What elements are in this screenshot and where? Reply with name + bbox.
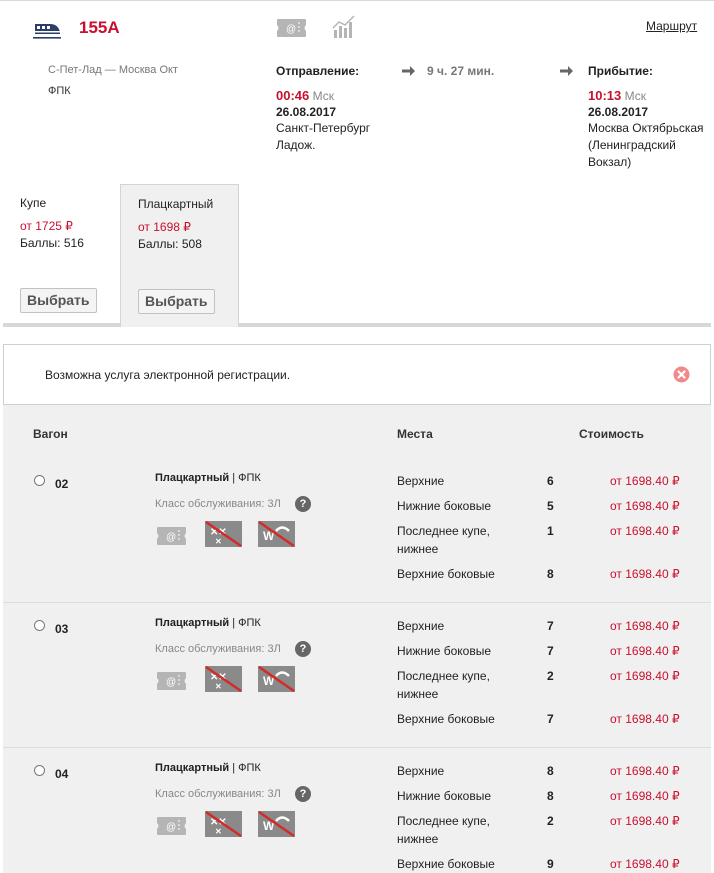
svg-text:W: W <box>263 819 275 833</box>
no-air-conditioning-icon <box>205 666 242 692</box>
arrival-date: 26.08.2017 <box>588 105 649 119</box>
car-radio[interactable] <box>34 765 45 776</box>
service-class: Класс обслуживания: 3Л <box>155 498 281 510</box>
seat-type: Последнее купе, нижнее <box>397 814 490 846</box>
notice-text: Возможна услуга электронной регистрации. <box>45 368 291 382</box>
departure-time: 00:46 <box>276 88 310 103</box>
seat-price: от 1698.40 ₽ <box>610 857 680 871</box>
route-link[interactable]: Маршрут <box>646 19 698 33</box>
column-seats: Места <box>397 427 433 441</box>
car-type-name: Плацкартный <box>155 617 230 629</box>
top-divider <box>0 0 714 1</box>
stats-chart-icon <box>331 14 357 40</box>
seat-count: 6 <box>547 474 554 488</box>
seat-count: 8 <box>547 764 554 778</box>
seat-type: Нижние боковые <box>397 789 492 803</box>
e-registration-icon <box>155 816 188 836</box>
tab-name: Плацкартный <box>138 197 214 211</box>
seat-type: Верхние <box>397 474 445 488</box>
car-type: Плацкартный | ФПК <box>155 617 261 629</box>
car-type: Плацкартный | ФПК <box>155 762 261 774</box>
departure-date: 26.08.2017 <box>276 105 337 119</box>
svg-text:@: @ <box>166 677 177 688</box>
car-radio[interactable] <box>34 475 45 486</box>
departure-timezone: Мск <box>312 89 334 103</box>
no-bio-toilet-icon <box>258 521 295 547</box>
seat-price: от 1698.40 ₽ <box>610 712 680 726</box>
arrival-timezone: Мск <box>624 89 646 103</box>
e-registration-icon <box>275 17 308 39</box>
seat-count: 5 <box>547 499 554 513</box>
seat-type: Верхние боковые <box>397 857 495 871</box>
car-details-panel <box>3 344 711 873</box>
help-icon[interactable]: ? <box>295 496 311 512</box>
car-number: 02 <box>55 477 69 491</box>
car-row <box>3 603 711 748</box>
departure-block <box>276 64 396 154</box>
close-icon[interactable] <box>673 366 690 383</box>
seat-count: 7 <box>547 619 554 633</box>
service-class: Класс обслуживания: 3Л <box>155 643 281 655</box>
car-carrier: ФПК <box>238 617 261 629</box>
svg-text:✕: ✕ <box>215 537 222 546</box>
arrival-label: Прибытие: <box>588 64 653 78</box>
help-icon[interactable]: ? <box>295 786 311 802</box>
seat-price: от 1698.40 ₽ <box>610 764 680 778</box>
seat-count: 2 <box>547 814 554 828</box>
select-button[interactable]: Выбрать <box>138 289 215 314</box>
car-row <box>3 458 711 603</box>
seat-price: от 1698.40 ₽ <box>610 567 680 581</box>
seat-count: 2 <box>547 669 554 683</box>
car-radio[interactable] <box>34 620 45 631</box>
train-number: 155А <box>79 18 120 37</box>
arrow-right-icon <box>402 65 416 77</box>
seat-type: Последнее купе, нижнее <box>397 524 490 556</box>
arrival-station-line: (Ленинградский <box>588 138 676 152</box>
car-number: 04 <box>55 767 69 781</box>
svg-text:W: W <box>263 529 275 543</box>
tab-name: Купе <box>20 196 47 210</box>
arrival-block <box>588 64 714 171</box>
seat-price: от 1698.40 ₽ <box>610 789 680 803</box>
car-carrier: ФПК <box>238 762 261 774</box>
no-bio-toilet-icon <box>258 666 295 692</box>
seat-price: от 1698.40 ₽ <box>610 669 680 683</box>
car-type: Плацкартный | ФПК <box>155 472 261 484</box>
seat-count: 7 <box>547 712 554 726</box>
svg-text:✕✕: ✕✕ <box>210 527 227 538</box>
tab-price: от 1725 ₽ <box>20 219 73 233</box>
seat-price: от 1698.40 ₽ <box>610 499 680 513</box>
no-air-conditioning-icon <box>205 521 242 547</box>
seat-count: 8 <box>547 789 554 803</box>
departure-label: Отправление: <box>276 64 360 78</box>
help-icon[interactable]: ? <box>295 641 311 657</box>
arrow-right-icon <box>560 65 574 77</box>
tab-kupe[interactable] <box>3 184 120 327</box>
car-carrier: ФПК <box>238 472 261 484</box>
trip-duration: 9 ч. 27 мин. <box>427 64 495 78</box>
seat-price: от 1698.40 ₽ <box>610 814 680 828</box>
carrier-name: ФПК <box>48 85 71 97</box>
e-registration-notice <box>3 344 711 405</box>
seat-count: 8 <box>547 567 554 581</box>
trip-route: С-Пет-Лад — Москва Окт <box>48 64 178 76</box>
car-type-name: Плацкартный <box>155 762 230 774</box>
column-car: Вагон <box>33 427 68 441</box>
seat-type: Верхние боковые <box>397 567 495 581</box>
svg-text:✕: ✕ <box>215 682 222 691</box>
no-air-conditioning-icon <box>205 811 242 837</box>
car-row <box>3 748 711 873</box>
seat-type: Верхние боковые <box>397 712 495 726</box>
arrival-station-line: Москва Октябрьская <box>588 121 704 135</box>
train-icon <box>32 18 62 42</box>
seat-type: Нижние боковые <box>397 499 492 513</box>
no-bio-toilet-icon <box>258 811 295 837</box>
car-number: 03 <box>55 622 69 636</box>
tab-platskartny[interactable] <box>120 184 239 327</box>
svg-text:@: @ <box>286 24 297 35</box>
seat-type: Верхние <box>397 764 445 778</box>
seat-price: от 1698.40 ₽ <box>610 524 680 538</box>
tab-points: Баллы: 516 <box>20 236 84 250</box>
departure-station-line: Ладож. <box>276 138 316 152</box>
svg-text:✕✕: ✕✕ <box>210 672 227 683</box>
svg-text:✕: ✕ <box>215 827 222 836</box>
seat-price: от 1698.40 ₽ <box>610 474 680 488</box>
svg-text:@: @ <box>166 822 177 833</box>
seat-type: Нижние боковые <box>397 644 492 658</box>
seat-count: 7 <box>547 644 554 658</box>
service-class: Класс обслуживания: 3Л <box>155 788 281 800</box>
car-type-name: Плацкартный <box>155 472 230 484</box>
seat-count: 9 <box>547 857 554 871</box>
seat-price: от 1698.40 ₽ <box>610 644 680 658</box>
svg-text:✕✕: ✕✕ <box>210 817 227 828</box>
column-cost: Стоимость <box>579 427 644 441</box>
seat-count: 1 <box>547 524 554 538</box>
svg-text:W: W <box>263 674 275 688</box>
arrival-station-line: Вокзал) <box>588 155 632 169</box>
seat-type: Верхние <box>397 619 445 633</box>
arrival-time: 10:13 <box>588 88 622 103</box>
tab-price: от 1698 ₽ <box>138 220 191 234</box>
e-registration-icon <box>155 671 188 691</box>
seat-type: Последнее купе, нижнее <box>397 669 490 701</box>
seat-price: от 1698.40 ₽ <box>610 619 680 633</box>
e-registration-icon <box>155 526 188 546</box>
svg-text:@: @ <box>166 532 177 543</box>
departure-station-line: Санкт-Петербург <box>276 121 371 135</box>
select-button[interactable]: Выбрать <box>20 288 97 313</box>
tab-points: Баллы: 508 <box>138 237 202 251</box>
